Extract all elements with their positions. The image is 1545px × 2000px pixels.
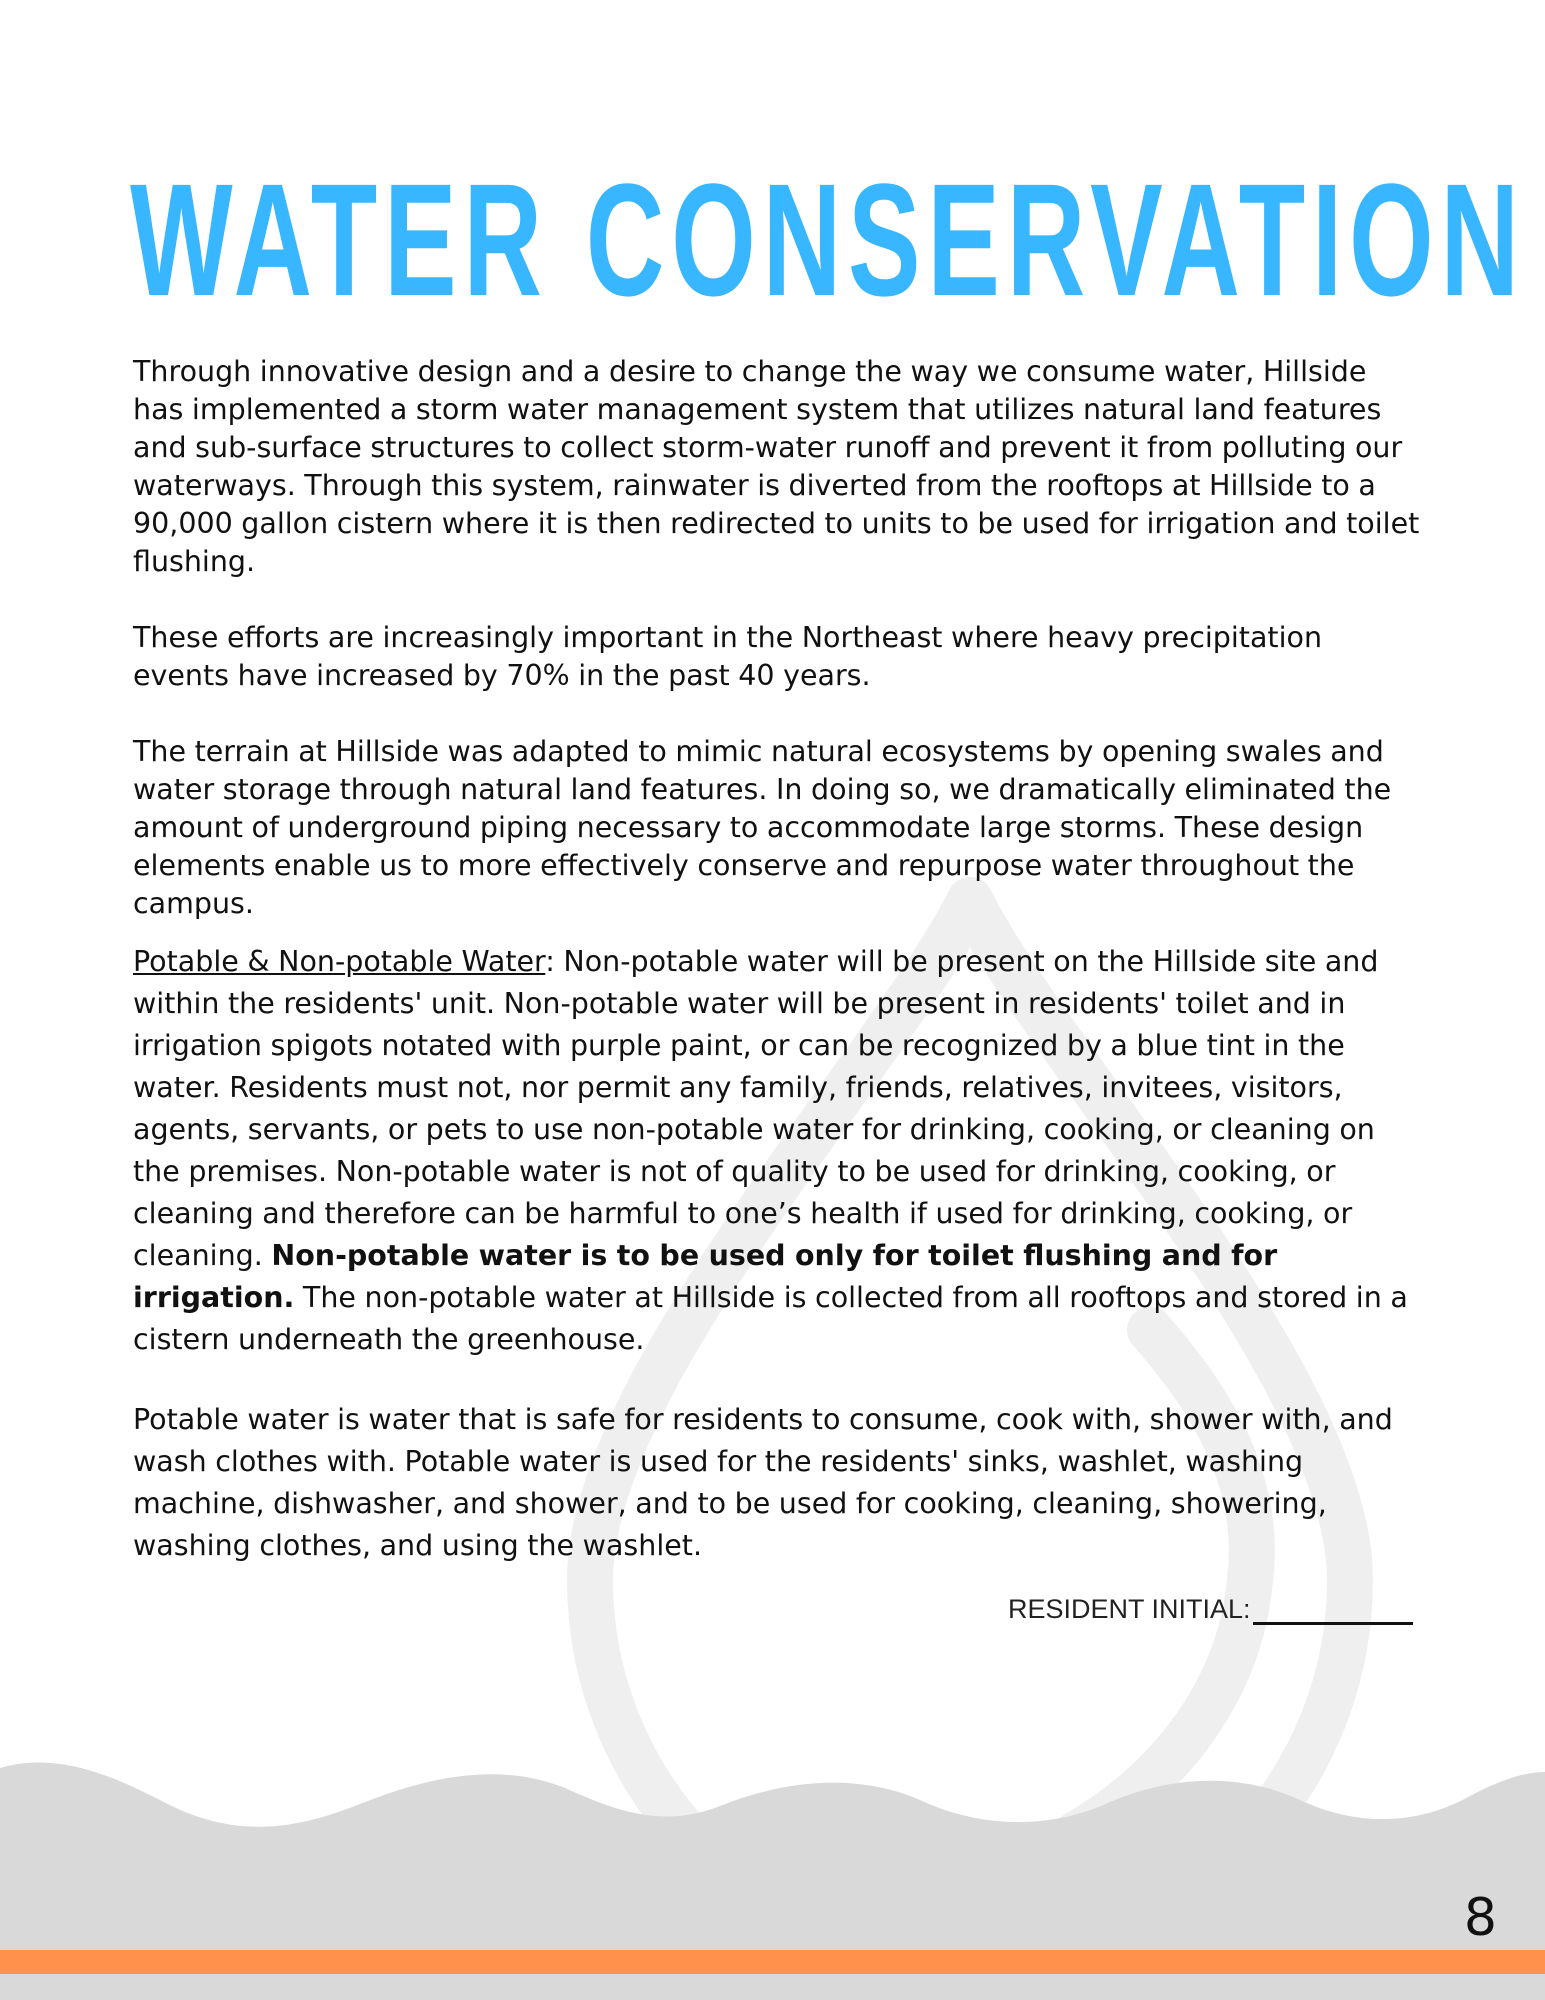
wave-footer	[0, 1740, 1545, 2000]
non-potable-emphasis: Non-potable water is to be used only for toilet flushing and for irrigation.	[133, 1239, 1278, 1314]
non-potable-tail: The non-potable water at Hillside is collected from all rooftops and stored in a cistern underneath the greenhouse.	[133, 1281, 1408, 1356]
page-number: 8	[1463, 1888, 1497, 1948]
non-potable-body: : Non-potable water will be present on the Hillside site and within the residents' unit. Non-potable water will be present in residents' toilet and in irrigation spigots notated with purple paint, or can be recognized by a blue tint in the water. Residents must not, nor permit any family, friends, relatives, invitees, visitors, agents, servants, or pets to use non-potable water for drinking, cooking, or cleaning on the premises. Non-potable water is not of quality to be used for drinking, cooking, or cleaning and therefore can be harmful to one’s health if used for drinking, cooking, or cleaning.	[133, 945, 1379, 1272]
northeast-paragraph: These efforts are increasingly important in the Northeast where heavy precipitation events have increased by 70% in the past 40 years.	[133, 621, 1323, 692]
terrain-paragraph: The terrain at Hillside was adapted to mimic natural ecosystems by opening swales and water storage through natural land features. In doing so, we dramatically eliminated the amount of underground piping necessary to accommodate large storms. These design elements enable us to more effectively conserve and repurpose water throughout the campus.	[133, 735, 1392, 920]
resident-initial-label: RESIDENT INITIAL:	[1008, 1594, 1251, 1624]
non-potable-paragraph	[133, 941, 1423, 1361]
potable-heading: Potable & Non-potable Water	[133, 945, 546, 978]
body-text	[133, 353, 1423, 1567]
orange-stripe	[0, 1950, 1545, 1974]
page-title: WATER CONSERVATION	[130, 150, 1526, 329]
resident-initial	[1008, 1594, 1413, 1625]
intro-paragraph: Through innovative design and a desire to change the way we consume water, Hillside has implemented a storm water management system that utilizes natural land features and sub-surface structures to collect storm-water runoff and prevent it from polluting our waterways. Through this system, rainwater is diverted from the rooftops at Hillside to a 90,000 gallon cistern where it is then redirected to units to be used for irrigation and toilet flushing.	[133, 355, 1420, 578]
resident-initial-line[interactable]	[1253, 1596, 1413, 1625]
potable-paragraph: Potable water is water that is safe for residents to consume, cook with, shower with, and wash clothes with. Potable water is used for the residents' sinks, washlet, washing machine, dishwasher, and shower, and to be used for cooking, cleaning, showering, washing clothes, and using the washlet.	[133, 1403, 1393, 1562]
